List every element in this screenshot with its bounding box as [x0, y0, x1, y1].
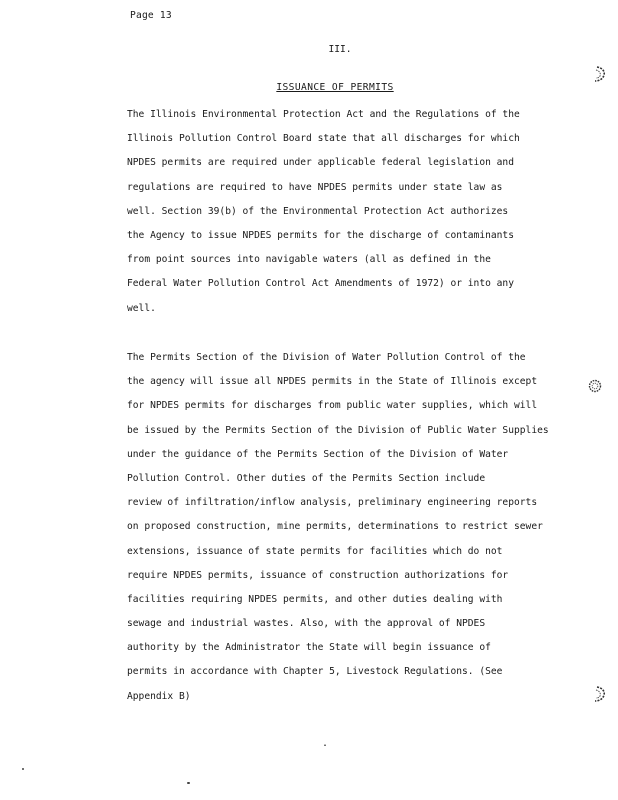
paragraph-line: be issued by the Permits Section of the Division of Public Water Supplies — [127, 424, 549, 436]
binder-hole-icon — [592, 66, 606, 82]
paragraph-line: review of infiltration/inflow analysis, preliminary engineering reports — [127, 497, 538, 509]
paragraph-line: well. Section 39(b) of the Environmental Protection Act authorizes — [127, 205, 509, 217]
paragraph-line: the Agency to issue NPDES permits for the discharge of contaminants — [127, 229, 514, 241]
paragraph-line: The Permits Section of the Division of Water Pollution Control of the — [127, 352, 526, 363]
paragraph-line: NPDES permits are required under applicable federal legislation and — [127, 157, 514, 169]
paragraph-line: under the guidance of the Permits Section of the Division of Water — [127, 448, 509, 460]
scan-speck — [187, 782, 190, 784]
paragraph-line: The Illinois Environmental Protection Act and the Regulations of the — [127, 109, 520, 120]
paragraph-line: on proposed construction, mine permits, determinations to restrict sewer — [127, 521, 543, 533]
binder-hole-icon — [588, 378, 602, 394]
body-paragraph-2 — [127, 350, 587, 713]
paragraph-line: Appendix B) — [127, 690, 191, 702]
paragraph-line: Pollution Control. Other duties of the Permits Section include — [127, 472, 486, 484]
paragraph-line: extensions, issuance of state permits for facilities which do not — [127, 545, 503, 557]
paragraph-line: regulations are required to have NPDES permits under state law as — [127, 181, 503, 193]
paragraph-line: the agency will issue all NPDES permits in the State of Illinois except — [127, 376, 538, 388]
paragraph-line: Federal Water Pollution Control Act Amendments of 1972) or into any — [127, 278, 514, 290]
section-number: III. — [328, 44, 352, 55]
scan-speck — [22, 768, 24, 770]
paragraph-line: sewage and industrial wastes. Also, with the approval of NPDES — [127, 618, 486, 630]
paragraph-line: well. — [127, 302, 156, 314]
paragraph-line: facilities requiring NPDES permits, and other duties dealing with — [127, 593, 503, 605]
paragraph-line: for NPDES permits for discharges from public water supplies, which will — [127, 400, 538, 412]
paragraph-line: Illinois Pollution Control Board state that all discharges for which — [127, 133, 520, 145]
footer-mark: . — [322, 738, 329, 749]
paragraph-line: require NPDES permits, issuance of construction authorizations for — [127, 569, 509, 581]
paragraph-line: permits in accordance with Chapter 5, Livestock Regulations. (See — [127, 666, 503, 678]
paragraph-line: from point sources into navigable waters (all as defined in the — [127, 254, 491, 266]
binder-hole-icon — [592, 686, 606, 702]
section-title: ISSUANCE OF PERMITS — [276, 82, 394, 93]
page-number: Page 13 — [130, 10, 172, 21]
paragraph-line: authority by the Administrator the State will begin issuance of — [127, 642, 491, 654]
body-paragraph-1 — [127, 107, 587, 325]
